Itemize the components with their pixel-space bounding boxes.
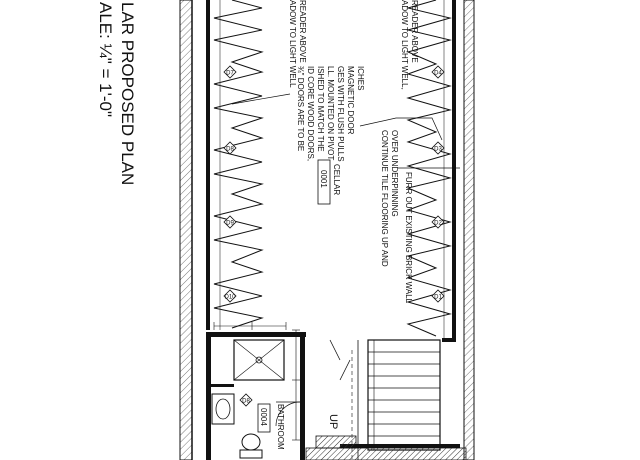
bathroom: [206, 332, 306, 460]
note-line: ICHES: [356, 66, 365, 91]
bathroom-number: 0004: [259, 408, 268, 426]
room-number: 0001: [319, 170, 328, 188]
door-tag: D1: [434, 294, 442, 301]
plan-title-line1: LAR PROPOSED PLAN: [118, 2, 137, 186]
leader-lines: [232, 94, 460, 168]
note-line: READER ABOVE: [410, 0, 419, 63]
sink: [212, 394, 234, 424]
room-tag-cellar: [318, 160, 341, 204]
room-name: CELLAR: [332, 164, 341, 196]
left-door-tags: [224, 66, 236, 302]
door-tag: D4: [434, 70, 442, 77]
note-line: FURR OUT EXISTING BRICK WALL: [404, 172, 413, 304]
left-exterior-wall: [180, 0, 192, 460]
note-line: ADOW TO LIGHT WELL,: [400, 0, 409, 90]
left-folding-doors: [214, 0, 262, 330]
note-line: ISHED TO MATCH THE: [316, 66, 325, 152]
right-exterior-wall: [464, 0, 474, 460]
note-line: ¾" DOORS ARE TO BE: [296, 66, 305, 152]
bottom-wall-hatch: [306, 448, 466, 460]
note-tile-flooring: [380, 130, 399, 267]
left-inner-wall: [206, 0, 210, 330]
note-line: LL. MOUNTED ON PIVOT: [326, 66, 335, 161]
bathroom-name: BATHROOM: [276, 404, 285, 450]
note-line: ADOW TO LIGHT WELL: [288, 0, 297, 88]
toilet: [240, 434, 262, 458]
stair-up-text: UP: [327, 414, 339, 430]
stair-up-label: [327, 414, 339, 429]
note-line: OVER UNDERPINNING: [390, 130, 399, 217]
door-tag: D8: [226, 146, 234, 153]
note-line: CONTINUE TILE FLOORING UP AND: [380, 130, 389, 267]
note-line: ID CORE WOOD DOORS,: [306, 66, 315, 162]
note-line: READER ABOVE: [298, 0, 307, 63]
door-tag: D3: [434, 146, 442, 153]
door-tag: D2: [434, 220, 442, 227]
door-tag: D9: [226, 220, 234, 227]
right-inner-wall: [452, 0, 456, 340]
bath-door-tag: D8: [242, 398, 250, 405]
note-door-spec: [296, 66, 365, 162]
note-line: MAGNETIC DOOR: [346, 66, 355, 135]
door-tag: D10: [224, 294, 236, 301]
plan-scale: ALE: ¼" = 1'-0": [96, 2, 115, 118]
note-furr-out: [404, 172, 413, 304]
door-tag: D7: [226, 70, 234, 77]
note-line: GES WITH FLUSH PULLS: [336, 66, 345, 162]
plan-title: [96, 2, 137, 185]
